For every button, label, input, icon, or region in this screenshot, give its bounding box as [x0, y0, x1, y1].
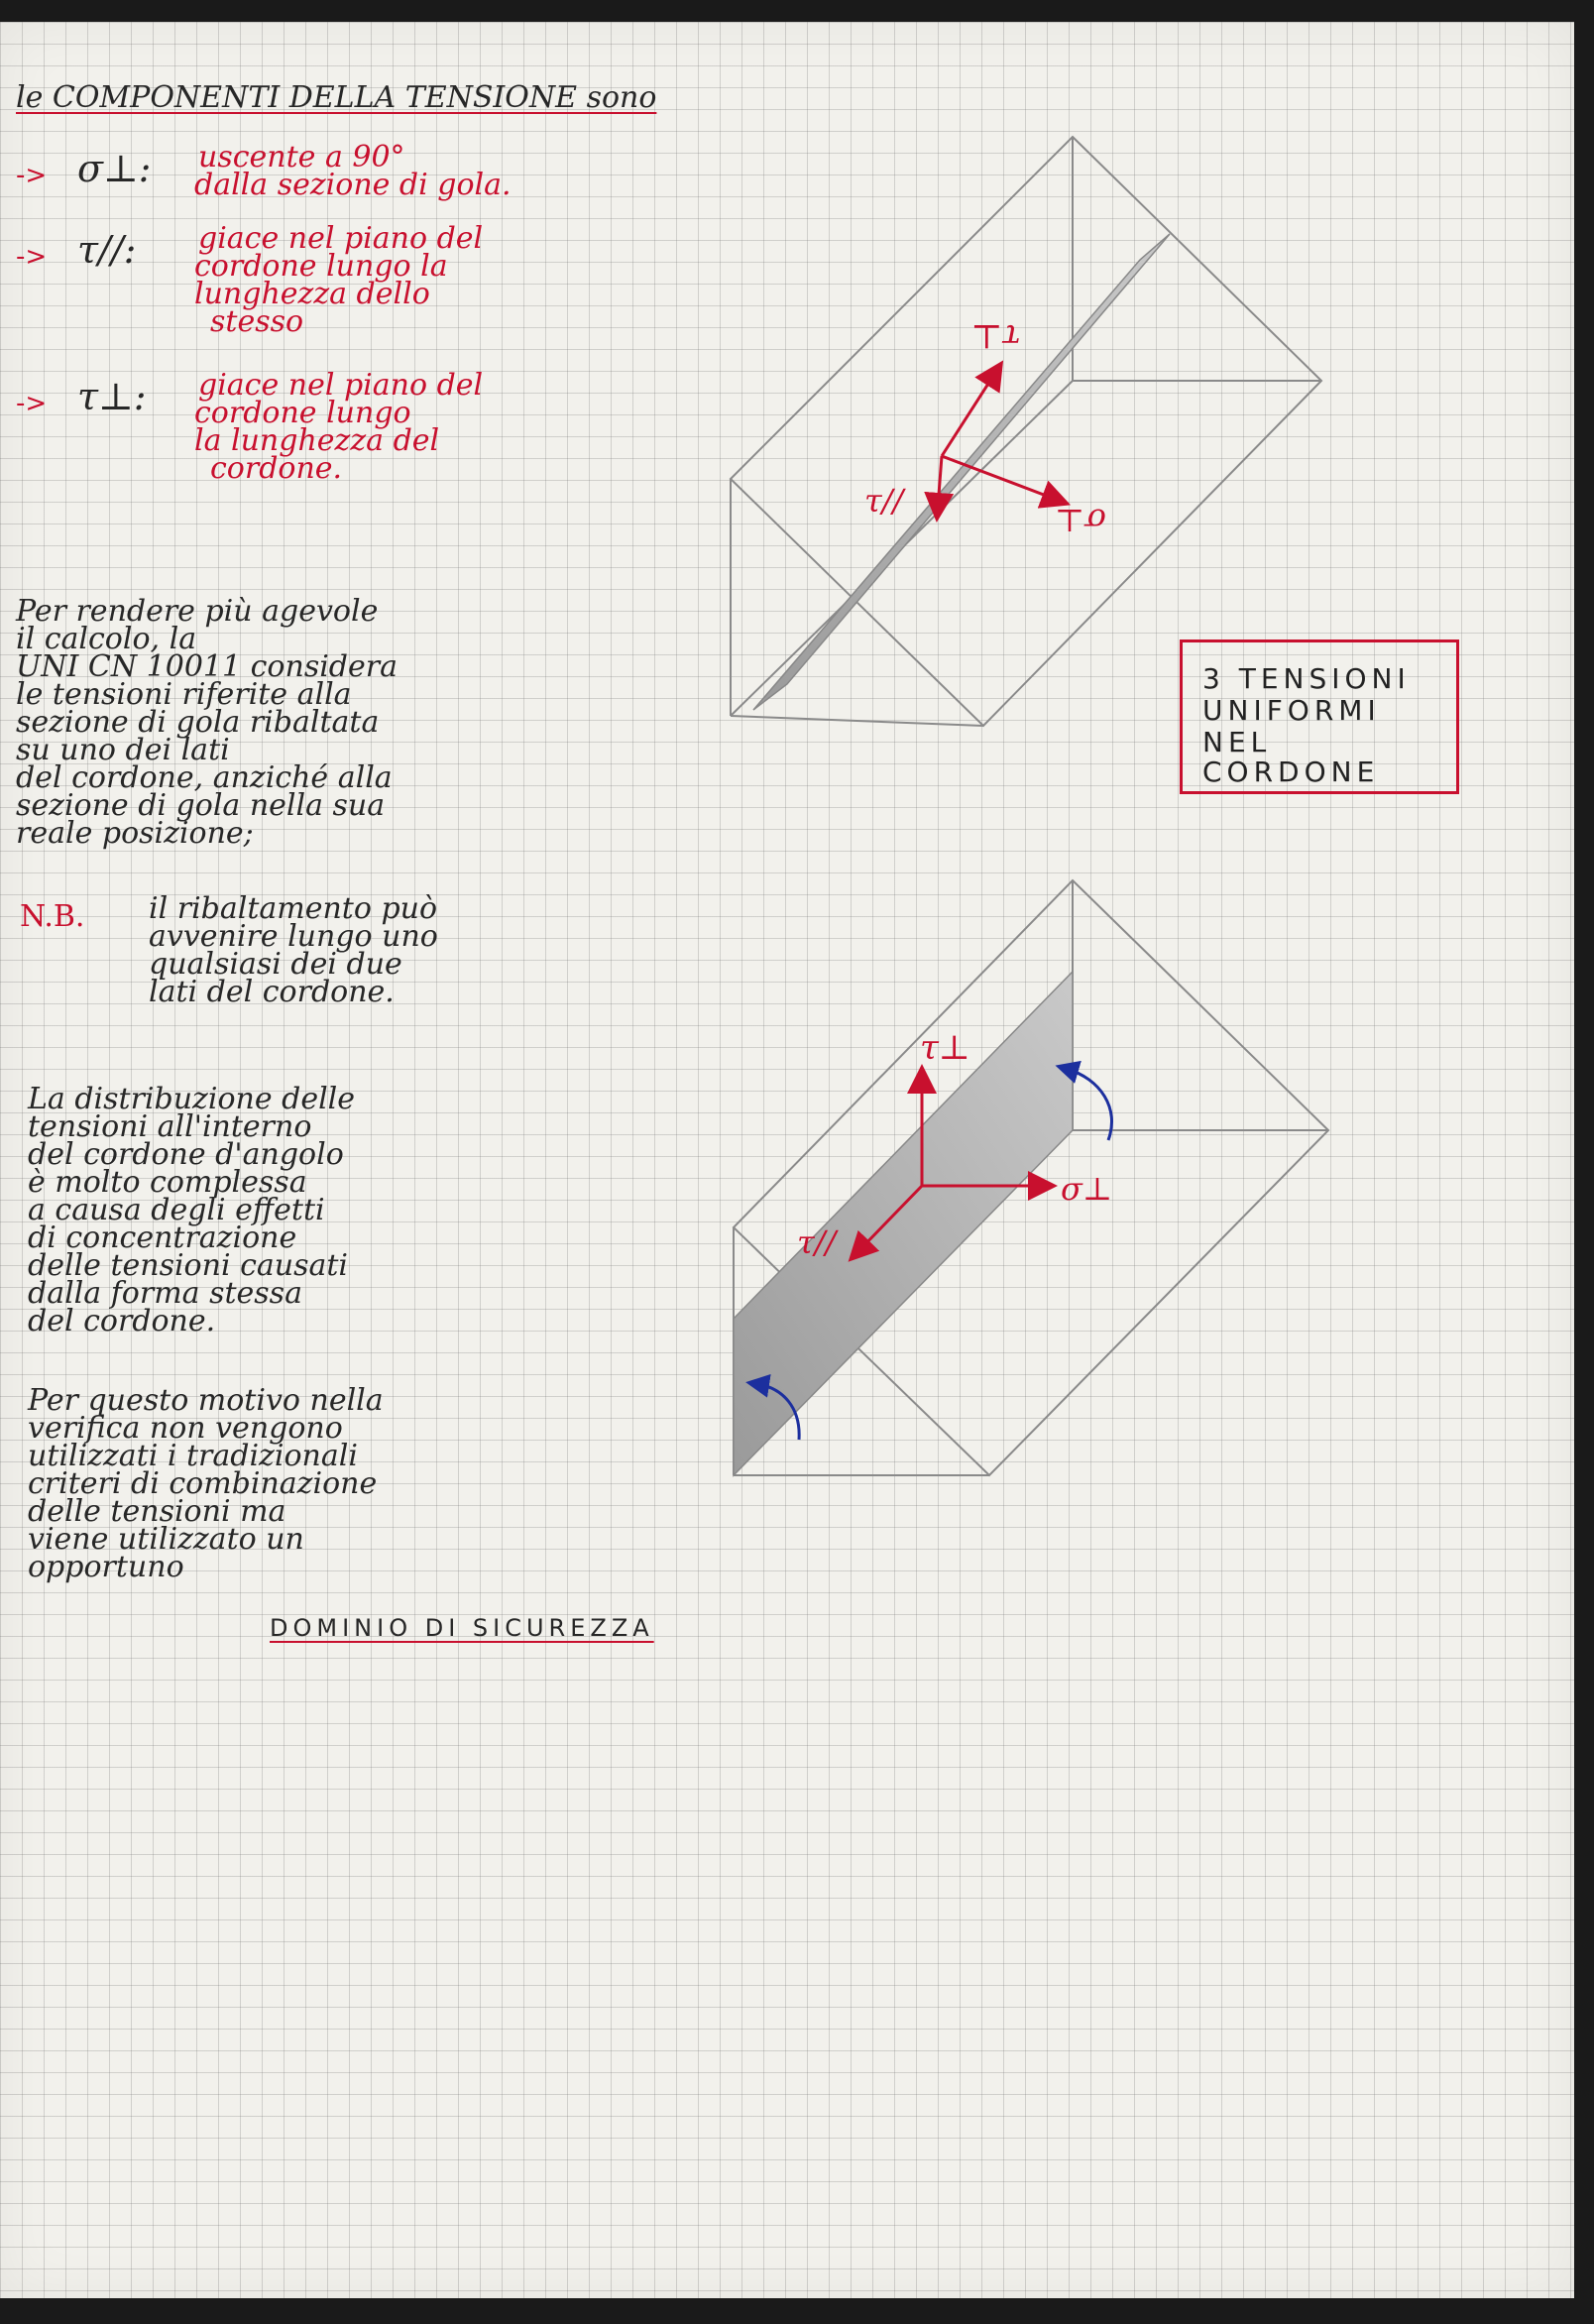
- paragraph-line: il calcolo, la: [16, 622, 197, 656]
- component-symbol: τ⊥:: [77, 375, 147, 418]
- paragraph-line: viene utilizzato un: [28, 1522, 304, 1557]
- paragraph-line: utilizzati i tradizionali: [28, 1439, 358, 1473]
- tau-perp-label: τ⊥: [920, 1028, 970, 1068]
- paragraph-line: del cordone, anziché alla: [16, 760, 393, 795]
- paragraph-line: delle tensioni causati: [28, 1248, 349, 1283]
- paragraph-line: UNI CN 10011 considera: [16, 649, 398, 684]
- paragraph-line: tensioni all'interno: [28, 1109, 312, 1144]
- pencil-edge: [731, 716, 983, 726]
- paragraph-line: a causa degli effetti: [28, 1193, 325, 1227]
- component-line: la lunghezza del: [194, 423, 440, 458]
- tau-par-label: τ//: [797, 1223, 837, 1261]
- paragraph-line: reale posizione;: [16, 816, 254, 851]
- paragraph-line: opportuno: [28, 1550, 184, 1584]
- gola-section-shaded: [753, 234, 1170, 710]
- paragraph-line: La distribuzione delle: [28, 1082, 356, 1116]
- tau-par-label: τ//: [864, 482, 904, 520]
- box-line: NEL: [1202, 726, 1272, 758]
- arrow-bullet: ->: [16, 161, 48, 190]
- component-line: dalla sezione di gola.: [194, 168, 512, 202]
- paragraph-line: sezione di gola nella sua: [16, 788, 386, 823]
- arrow-bullet: ->: [16, 242, 48, 272]
- weld-diagram-bottom: [734, 880, 1328, 1475]
- component-line: cordone lungo: [194, 396, 411, 430]
- nb-line: avvenire lungo uno: [149, 919, 438, 954]
- nb-line: qualsiasi dei due: [149, 947, 402, 982]
- paragraph-line: su uno dei lati: [16, 733, 230, 767]
- component-line: uscente a 90°: [198, 140, 405, 174]
- component-line: giace nel piano del: [198, 368, 484, 403]
- box-line: CORDONE: [1202, 755, 1380, 788]
- paragraph-line: Per questo motivo nella: [28, 1383, 384, 1418]
- component-symbol: σ⊥:: [77, 147, 152, 190]
- paragraph-line: di concentrazione: [28, 1220, 297, 1255]
- paragraph-line: criteri di combinazione: [28, 1466, 378, 1501]
- title-text: le COMPONENTI DELLA TENSIONE sono: [16, 80, 657, 115]
- component-line: giace nel piano del: [198, 221, 484, 256]
- dominio-sicurezza: DOMINIO DI SICUREZZA: [270, 1614, 654, 1642]
- pencil-outline: [734, 880, 1328, 1475]
- paragraph-line: delle tensioni ma: [28, 1494, 286, 1529]
- tau-perp-label: τ⊥: [970, 316, 1021, 356]
- ribaltata-section-shaded: [734, 972, 1073, 1475]
- paragraph-line: Per rendere più agevole: [16, 594, 379, 629]
- paragraph-line: è molto complessa: [28, 1165, 307, 1200]
- box-line: UNIFORMI: [1202, 694, 1381, 727]
- paragraph-line: del cordone.: [28, 1304, 216, 1338]
- weld-diagram-top: [731, 137, 1321, 726]
- box-line: 3 TENSIONI: [1202, 662, 1411, 695]
- component-line: stesso: [210, 304, 304, 339]
- component-line: lunghezza dello: [194, 277, 430, 311]
- paragraph-line: del cordone d'angolo: [28, 1137, 344, 1172]
- nb-label: N.B.: [20, 899, 85, 934]
- paragraph-line: le tensioni riferite alla: [16, 677, 352, 712]
- nb-line: il ribaltamento può: [149, 891, 438, 926]
- sigma-perp-label: σ⊥: [1061, 1170, 1112, 1208]
- paragraph-line: verifica non vengono: [28, 1411, 343, 1446]
- arrow-bullet: ->: [16, 389, 48, 418]
- component-line: cordone lungo la: [194, 249, 448, 284]
- component-symbol: τ//:: [77, 228, 137, 272]
- sigma-perp-label: σ⊥: [1055, 502, 1106, 539]
- component-line: cordone.: [210, 451, 343, 486]
- paragraph-line: sezione di gola ribaltata: [16, 705, 380, 740]
- paragraph-line: dalla forma stessa: [28, 1276, 302, 1311]
- nb-line: lati del cordone.: [149, 975, 395, 1009]
